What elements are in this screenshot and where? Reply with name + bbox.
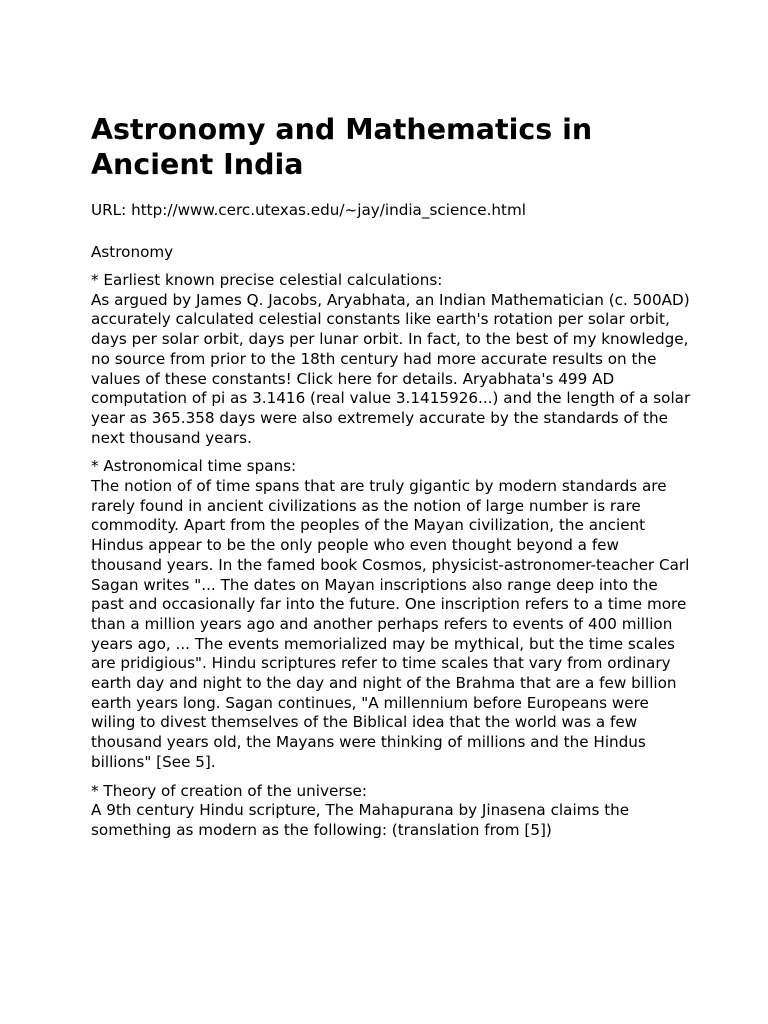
item-body: As argued by James Q. Jacobs, Aryabhata, an Indian Mathematician (c. 500AD) accurately calculated celestial constants like earth's rotation per solar orbit, days per solar orbit, days per lunar orbit. In fact, to the best of my knowledge, no source from prior to the 18th century had more accurate results on the values of these constants! Click here for details. Aryabhata's 499 AD computation of pi as 3.1416 (real value 3.1415926...) and the length of a solar year as 365.358 days were also extremely accurate by the standards of the next thousand years. [91,290,691,447]
section-heading-astronomy: Astronomy [91,243,174,261]
item-celestial-calculations [91,271,691,448]
document-page [91,112,691,841]
item-heading: * Theory of creation of the universe: [91,781,367,800]
item-heading: * Earliest known precise celestial calculations: [91,271,443,289]
document-title: Astronomy and Mathematics in Ancient India [91,113,593,181]
item-body: The notion of of time spans that are truly gigantic by modern standards are rarely found in ancient civilizations as the notion of large number is rare commodity. Apart from the peoples of the Mayan civilization, the ancient Hindus appear to be the only people who even thought beyond a few thousand years. In the famed book Cosmos, physicist-astronomer-teacher Carl Sagan writes "... The dates on Mayan inscriptions also range deep into the past and occasionally far into the future. One inscription refers to a time more than a million years ago and another perhaps refers to events of 400 million years ago, ... The events memorialized may be mythical, but the time scales are pridigious". Hindu scriptures refer to time scales that vary from ordinary earth day and night to the day and night of the Brahma that are a few billion earth years long. Sagan continues, "A millennium before Europeans were wiling to divest themselves of the Biblical idea that the world was a few thousand years old, the Mayans were thinking of millions and the Hindus billions" [See 5]. [91,477,690,771]
item-body: A 9th century Hindu scripture, The Mahapurana by Jinasena claims the something as modern as the following: (translation from [5]) [91,801,630,839]
item-heading: * Astronomical time spans: [91,457,297,476]
item-theory-of-creation [91,782,691,841]
source-url-line: URL: http://www.cerc.utexas.edu/~jay/india_science.html [91,201,527,219]
item-astronomical-time-spans [91,457,691,772]
